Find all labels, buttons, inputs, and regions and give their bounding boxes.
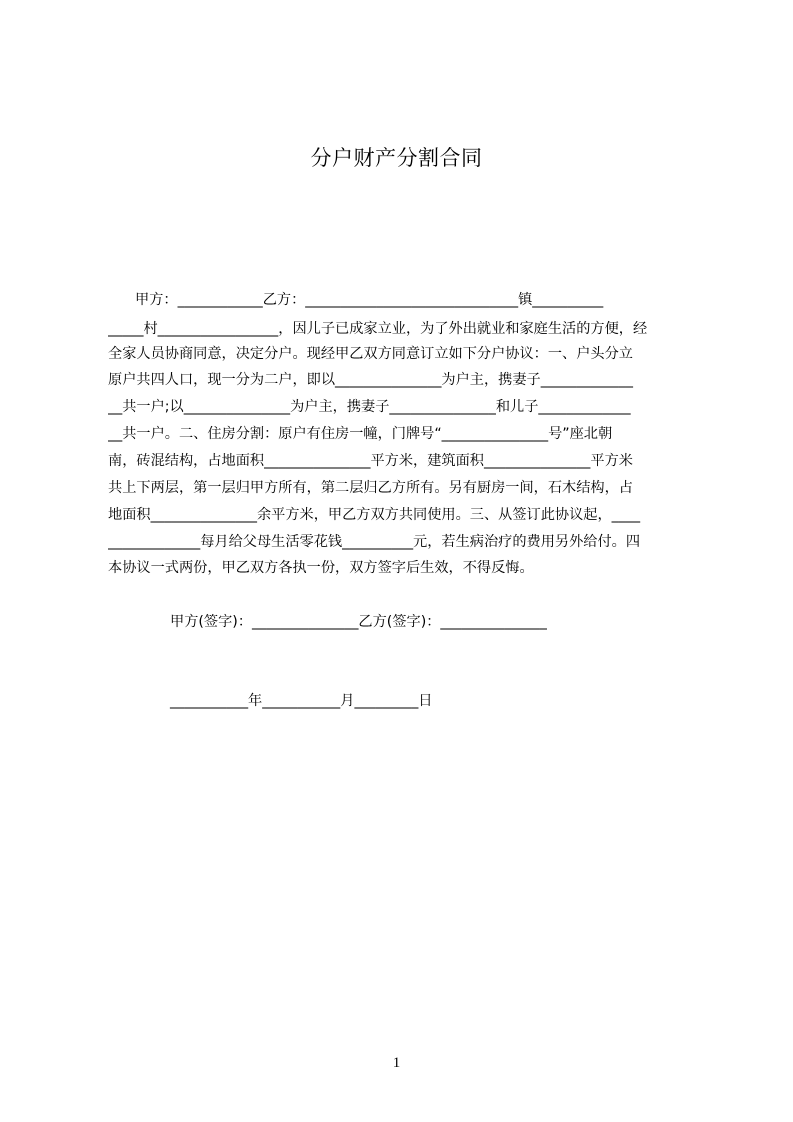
signature-line: 甲方(签字)：_______________乙方(签字)：_______________ (170, 614, 547, 630)
body-line: _____村_________________，因儿子已成家立业，为了外出就业和家庭生活的方便，经 (108, 321, 648, 337)
body-line: 全家人员协商同意，决定分户。现经甲乙双方同意订立如下分户协议：一、户头分立 (108, 346, 633, 362)
body-line: 原户共四人口，现一分为二户，即以_______________为户主，携妻子_____________ (108, 372, 633, 388)
body-line: 南，砖混结构，占地面积_______________平方米，建筑面积_______________平方米 (108, 453, 633, 469)
page-title: 分户财产分割合同 (310, 146, 483, 170)
body-line: 本协议一式两份，甲乙双方各执一份，双方签字后生效，不得反悔。 (108, 560, 534, 576)
body-line: __共一户;以_______________为户主，携妻子_______________和儿子_____________ (108, 399, 631, 415)
body-line: 甲方：____________乙方：______________________________镇__________ (108, 292, 604, 308)
body-line: __共一户。二、住房分割：原户有住房一幢，门牌号“_______________号”座北朝 (108, 426, 613, 442)
body-line: 共上下两层，第一层归甲方所有，第二层归乙方所有。另有厨房一间，石木结构，占 (108, 480, 633, 496)
body-line: _____________每月给父母生活零花钱__________元，若生病治疗的费用另外给付。四 (108, 534, 641, 550)
body-line: 地面积_______________余平方米，甲乙方双方共同使用。三、从签订此协议起，____ (108, 507, 641, 523)
date-line: ___________年___________月_________日 (170, 693, 433, 709)
page-number: 1 (392, 1055, 401, 1071)
